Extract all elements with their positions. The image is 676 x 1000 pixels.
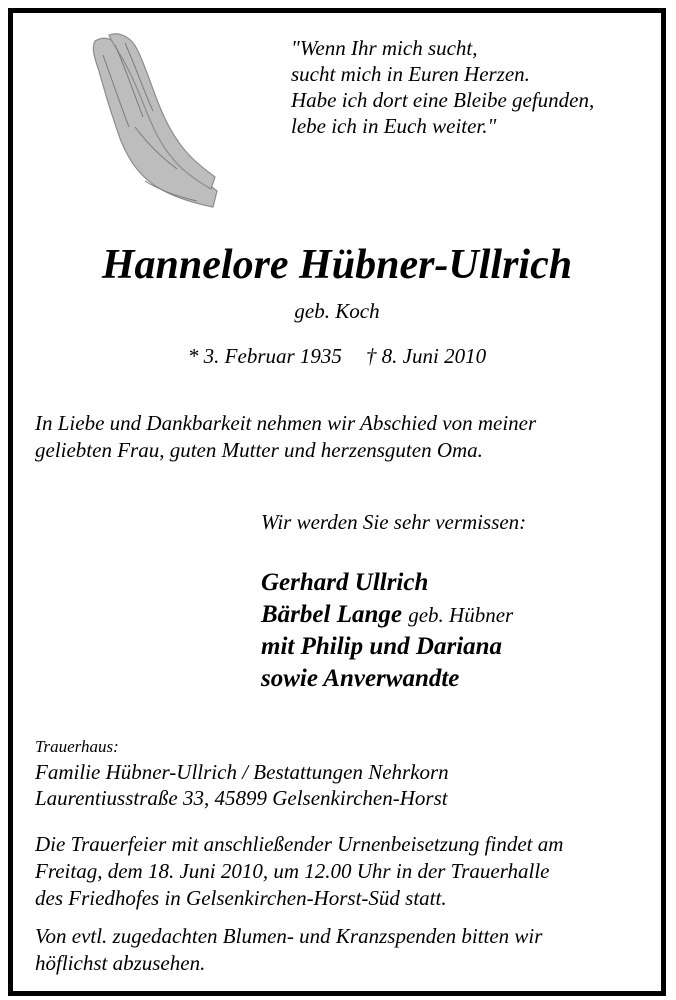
miss-statement: Wir werden Sie sehr vermissen: xyxy=(261,510,527,534)
mourning-house-address xyxy=(35,735,645,811)
obituary-notice xyxy=(8,8,666,996)
ceremony-line: des Friedhofes in Gelsenkirchen-Horst-Süd statt. xyxy=(35,886,447,910)
life-dates xyxy=(13,343,661,369)
funeral-ceremony-info xyxy=(35,831,645,912)
flower-line: Von evtl. zugedachten Blumen- und Kranzspenden bitten wir xyxy=(35,924,543,948)
mourner-name: Bärbel Lange xyxy=(261,601,402,628)
quote-line: "Wenn Ihr mich sucht, xyxy=(291,36,478,60)
farewell-line: geliebten Frau, guten Mutter und herzensguten Oma. xyxy=(35,438,483,462)
ceremony-line: Die Trauerfeier mit anschließender Urnenbeisetzung findet am xyxy=(35,832,564,856)
address-line: Familie Hübner-Ullrich / Bestattungen Nehrkorn xyxy=(35,760,449,784)
mourner-row xyxy=(261,631,513,663)
memorial-quote xyxy=(291,35,651,139)
mourner-row xyxy=(261,663,513,695)
deceased-name: Hannelore Hübner-Ullrich xyxy=(101,242,573,288)
praying-hands-icon xyxy=(75,31,225,209)
ceremony-line: Freitag, dem 18. Juni 2010, um 12.00 Uhr in der Trauerhalle xyxy=(35,859,550,883)
address-label: Trauerhaus: xyxy=(35,737,119,756)
birth-date: * 3. Februar 1935 xyxy=(187,344,342,368)
mourner-name: Gerhard Ullrich xyxy=(261,569,429,596)
mourner-birth-name: geb. Hübner xyxy=(408,603,514,627)
quote-line: Habe ich dort eine Bleibe gefunden, xyxy=(291,88,595,112)
flower-donation-note xyxy=(35,923,645,977)
mourner-name: sowie Anverwandte xyxy=(261,665,460,692)
mourner-name: mit Philip und Dariana xyxy=(261,633,503,660)
address-line: Laurentiusstraße 33, 45899 Gelsenkirchen-Horst xyxy=(35,786,448,810)
quote-line: sucht mich in Euren Herzen. xyxy=(291,62,530,86)
mourner-row xyxy=(261,599,513,631)
birth-name: geb. Koch xyxy=(294,299,380,323)
flower-line: höflichst abzusehen. xyxy=(35,951,206,975)
death-date: † 8. Juni 2010 xyxy=(365,344,487,368)
mourners-list xyxy=(261,567,513,695)
quote-line: lebe ich in Euch weiter." xyxy=(291,114,497,138)
farewell-line: In Liebe und Dankbarkeit nehmen wir Abschied von meiner xyxy=(35,411,537,435)
mourner-row xyxy=(261,567,513,599)
farewell-text xyxy=(35,410,645,464)
